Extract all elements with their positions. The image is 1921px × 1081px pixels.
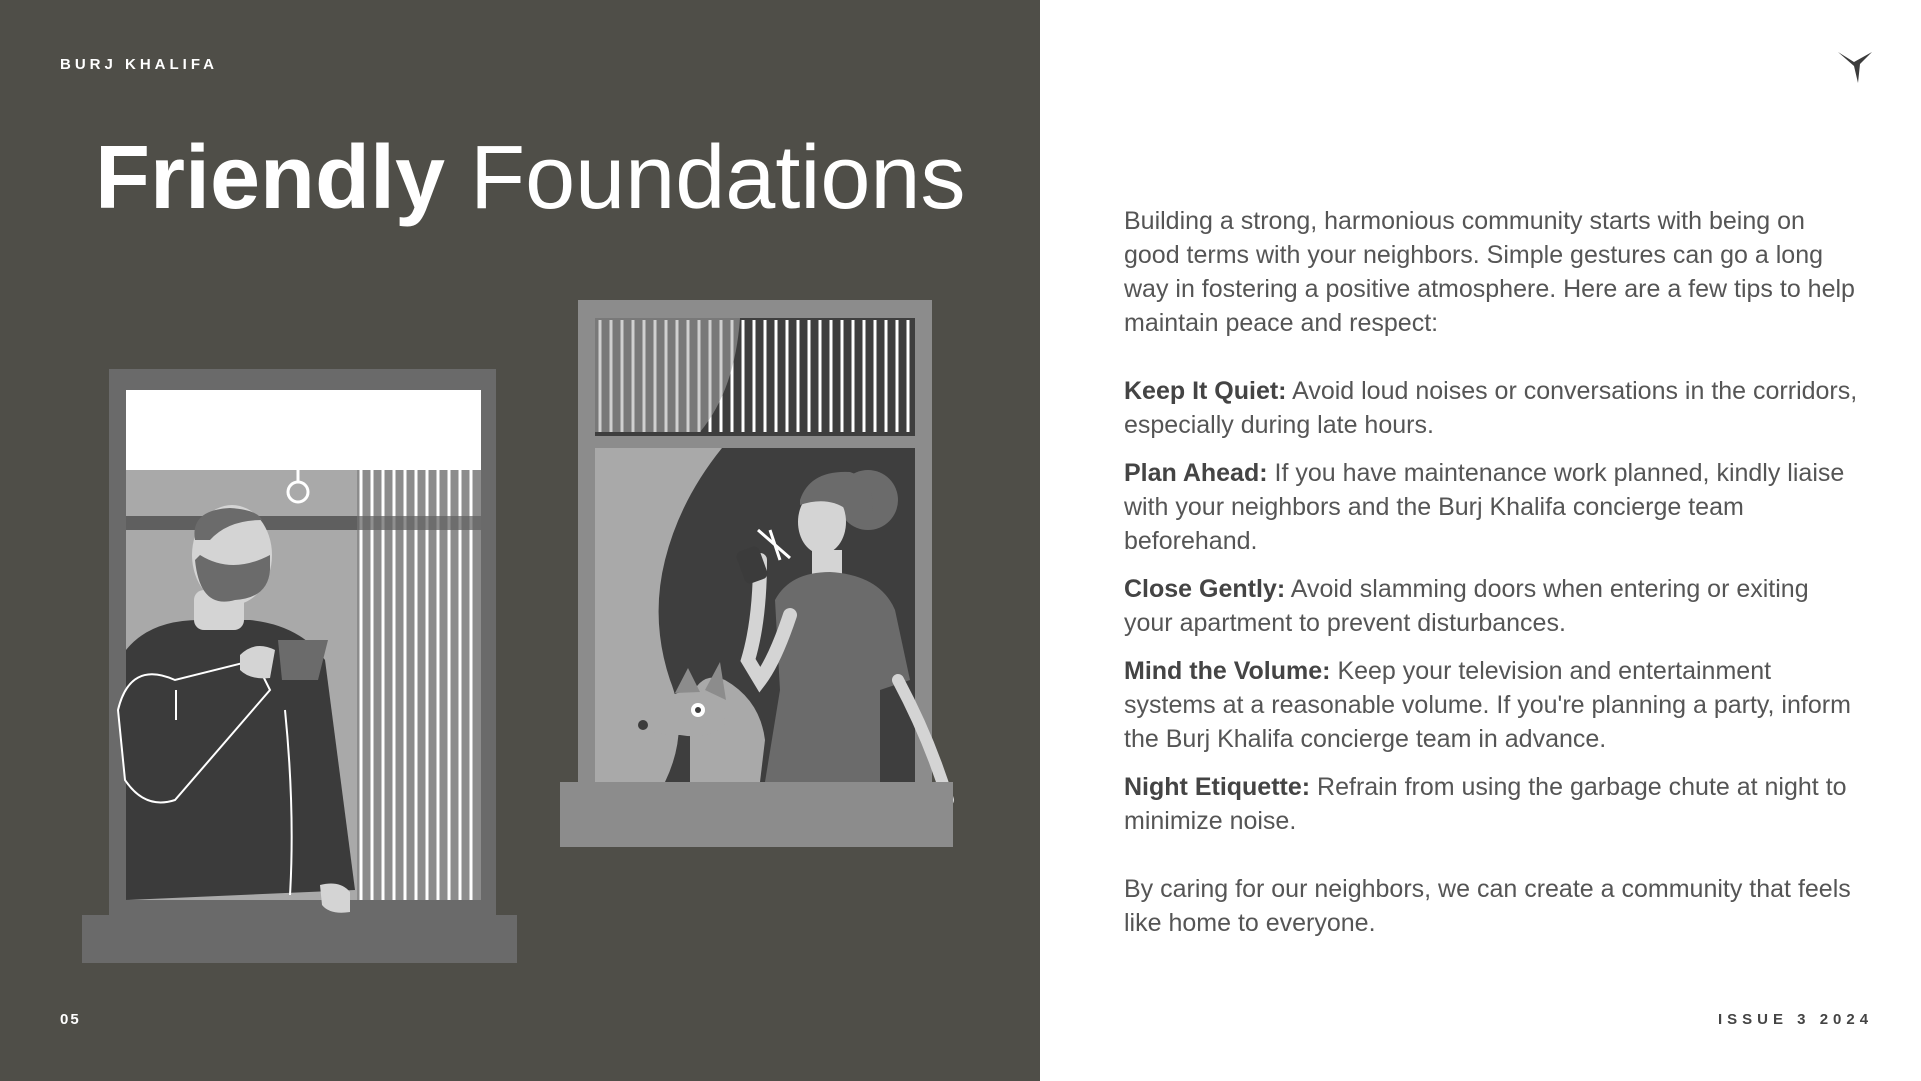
tip-item: [1124, 572, 1864, 640]
title-light: Foundations: [470, 128, 966, 228]
burj-khalifa-logo-icon: [1838, 50, 1874, 84]
tip-item: [1124, 456, 1864, 558]
tip-term: Mind the Volume:: [1124, 657, 1331, 685]
tip-text: Avoid loud noises or conversations in the corridors, especially during late hours.: [1124, 377, 1858, 439]
tip-term: Plan Ahead:: [1124, 459, 1268, 487]
tip-text: If you have maintenance work planned, kindly liaise with your neighbors and the Burj Khalifa concierge team beforehand.: [1124, 459, 1845, 555]
title-bold: Friendly: [95, 128, 446, 228]
tip-term: Close Gently:: [1124, 575, 1286, 603]
issue-label: ISSUE 3 2024: [1718, 1011, 1874, 1028]
intro-paragraph: Building a strong, harmonious community starts with being on good terms with your neighbors. Simple gestures can go a long way in fostering a positive atmosphere. Here are a few tips to help maintain peace and respect:: [1124, 207, 1855, 337]
tip-item: [1124, 770, 1864, 838]
tip-item: [1124, 374, 1864, 442]
right-window: [560, 300, 953, 847]
tip-term: Night Etiquette:: [1124, 773, 1311, 801]
blinds: [357, 470, 481, 900]
tip-text: Avoid slamming doors when entering or exiting your apartment to prevent disturbances.: [1124, 575, 1809, 637]
tip-text: Refrain from using the garbage chute at night to minimize noise.: [1124, 773, 1847, 835]
tip-text: Keep your television and entertainment systems at a reasonable volume. If you're planning a party, inform the Burj Khalifa concierge team in advance.: [1124, 657, 1851, 753]
outro-paragraph: By caring for our neighbors, we can create a community that feels like home to everyone.: [1124, 875, 1851, 937]
page-number: 05: [60, 1011, 81, 1028]
brand-label: BURJ KHALIFA: [60, 56, 219, 73]
article-body: [1124, 204, 1864, 940]
tip-item: [1124, 654, 1864, 756]
tip-term: Keep It Quiet:: [1124, 377, 1287, 405]
left-window: [82, 369, 517, 963]
